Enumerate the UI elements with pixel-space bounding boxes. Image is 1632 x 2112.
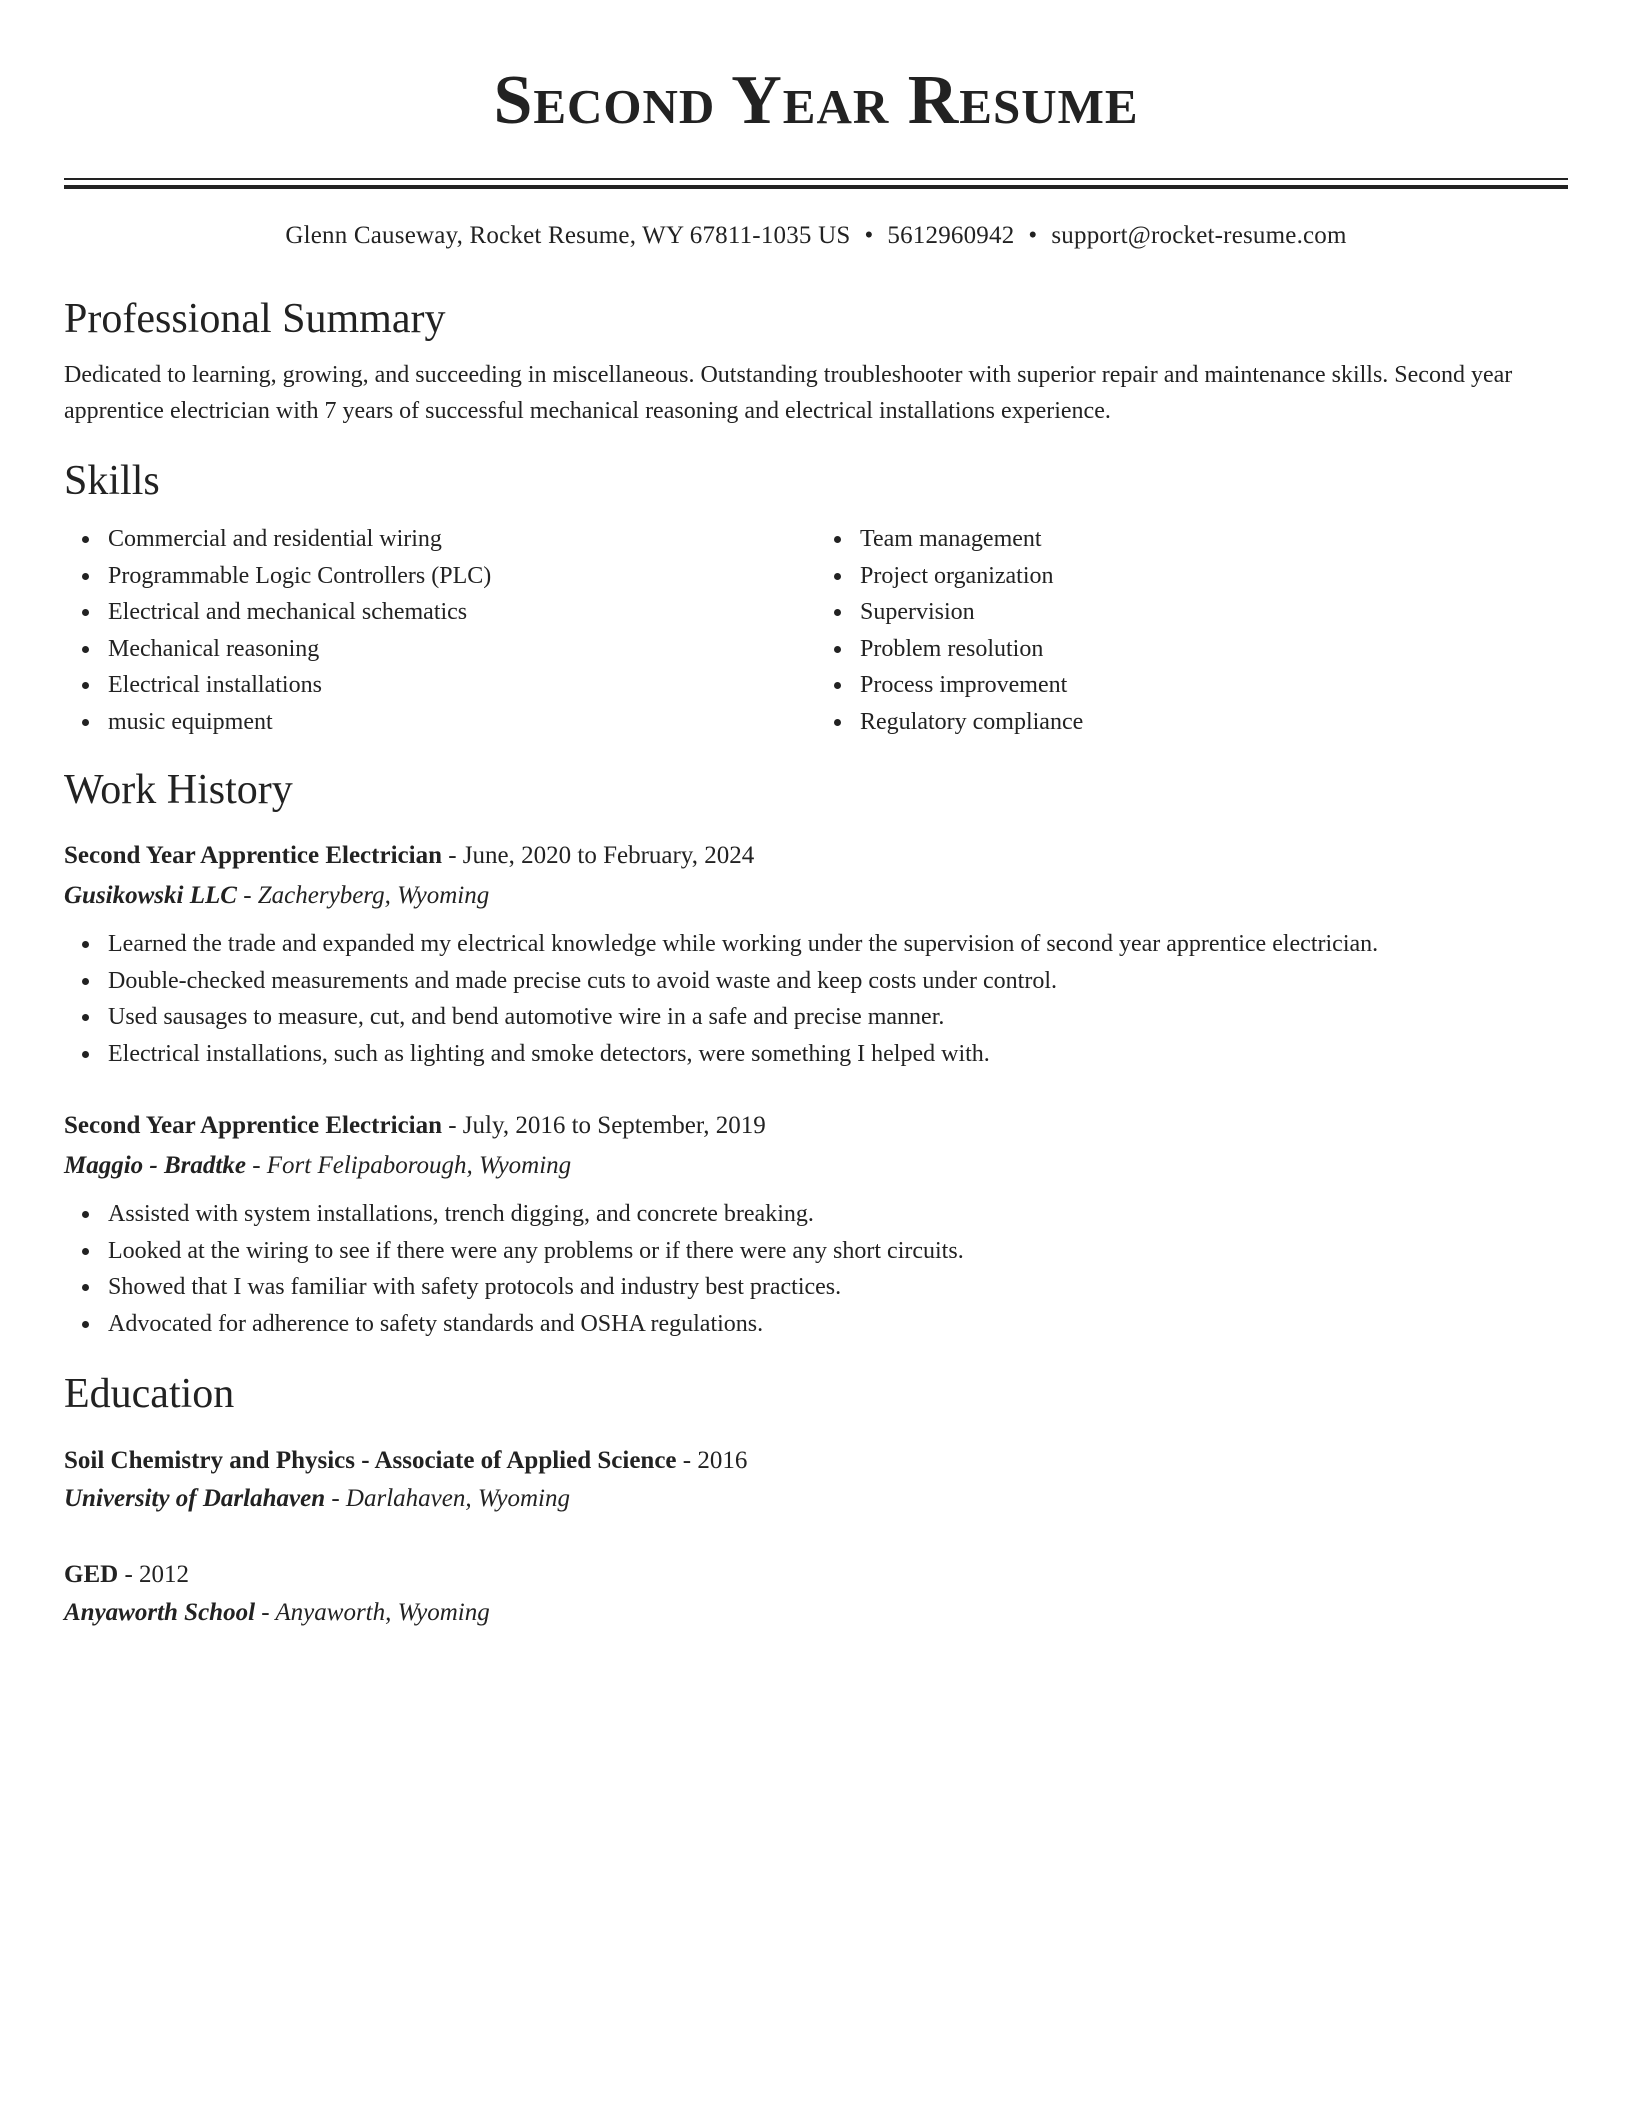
education-school: Anyaworth School	[64, 1599, 256, 1626]
job-duties	[64, 1196, 1568, 1342]
skill-item: Process improvement	[860, 667, 1568, 704]
summary-text: Dedicated to learning, growing, and succeeding in miscellaneous. Outstanding troubleshooter with superior repair and maintenance skills. Second year apprentice electrician with 7 years of successful mechanical reasoning and electrical installations experience.	[64, 362, 1513, 424]
skill-item: Commercial and residential wiring	[108, 521, 816, 558]
contact-address: Glenn Causeway, Rocket Resume, WY 67811-1035 US	[285, 222, 851, 249]
job-duties	[64, 926, 1568, 1072]
skills-column-right	[816, 521, 1568, 740]
job-duty: Looked at the wiring to see if there were any problems or if there were any short circuits.	[108, 1233, 1568, 1270]
job-title-line	[64, 836, 1568, 876]
skill-item: Electrical installations	[108, 667, 816, 704]
title-rule-thin	[64, 178, 1568, 180]
education-degree-line	[64, 1556, 1568, 1594]
skill-item: Mechanical reasoning	[108, 631, 816, 668]
job-duty: Used sausages to measure, cut, and bend automotive wire in a safe and precise manner.	[108, 999, 1568, 1036]
education-school-line	[64, 1480, 1568, 1518]
job-company-line	[64, 1146, 1568, 1186]
job-location: - Zacheryberg, Wyoming	[236, 882, 490, 909]
job-entry	[64, 836, 1568, 1072]
contact-separator: •	[864, 222, 874, 249]
job-location: - Fort Felipaborough, Wyoming	[245, 1152, 572, 1179]
contact-phone: 5612960942	[887, 222, 1015, 249]
skill-item: Electrical and mechanical schematics	[108, 594, 816, 631]
education-year: - 2012	[118, 1561, 190, 1588]
education-degree-line	[64, 1442, 1568, 1480]
job-duty: Double-checked measurements and made precise cuts to avoid waste and keep costs under control.	[108, 963, 1568, 1000]
education-entry	[64, 1556, 1568, 1632]
skills-heading: Skills	[64, 458, 160, 504]
contact-line	[64, 219, 1568, 253]
job-duty: Learned the trade and expanded my electrical knowledge while working under the supervision of second year apprentice electrician.	[108, 926, 1568, 963]
skill-item: music equipment	[108, 704, 816, 741]
skill-item: Problem resolution	[860, 631, 1568, 668]
education-school: University of Darlahaven	[64, 1485, 326, 1512]
job-title: Second Year Apprentice Electrician	[64, 1112, 442, 1139]
summary-heading: Professional Summary	[64, 296, 446, 342]
education-year: - 2016	[676, 1447, 748, 1474]
education-heading: Education	[64, 1371, 235, 1417]
job-dates: - July, 2016 to September, 2019	[441, 1112, 766, 1139]
job-duty: Advocated for adherence to safety standards and OSHA regulations.	[108, 1306, 1568, 1343]
skills-column-left	[64, 521, 816, 740]
education-degree: GED	[64, 1561, 119, 1588]
job-entry	[64, 1106, 1568, 1342]
job-title: Second Year Apprentice Electrician	[64, 842, 442, 869]
skill-item: Programmable Logic Controllers (PLC)	[108, 558, 816, 595]
education-degree: Soil Chemistry and Physics - Associate of Applied Science	[64, 1447, 677, 1474]
job-company-line	[64, 876, 1568, 916]
skill-item: Team management	[860, 521, 1568, 558]
skills-list	[64, 521, 1568, 740]
job-title-line	[64, 1106, 1568, 1146]
job-duty: Showed that I was familiar with safety protocols and industry best practices.	[108, 1269, 1568, 1306]
education-entry	[64, 1442, 1568, 1518]
job-dates: - June, 2020 to February, 2024	[441, 842, 755, 869]
title-rule-thick	[64, 185, 1568, 189]
skill-item: Project organization	[860, 558, 1568, 595]
education-location: - Anyaworth, Wyoming	[255, 1599, 490, 1626]
contact-separator: •	[1028, 222, 1038, 249]
job-duty: Assisted with system installations, trench digging, and concrete breaking.	[108, 1196, 1568, 1233]
contact-email: support@rocket-resume.com	[1051, 222, 1347, 249]
education-location: - Darlahaven, Wyoming	[325, 1485, 570, 1512]
job-duty: Electrical installations, such as lighting and smoke detectors, were something I helped with.	[108, 1036, 1568, 1073]
skill-item: Regulatory compliance	[860, 704, 1568, 741]
resume-title: Second Year Resume	[493, 62, 1139, 139]
education-school-line	[64, 1594, 1568, 1632]
skill-item: Supervision	[860, 594, 1568, 631]
job-company: Maggio - Bradtke	[64, 1152, 246, 1179]
work-history-heading: Work History	[64, 767, 293, 813]
job-company: Gusikowski LLC	[64, 882, 237, 909]
